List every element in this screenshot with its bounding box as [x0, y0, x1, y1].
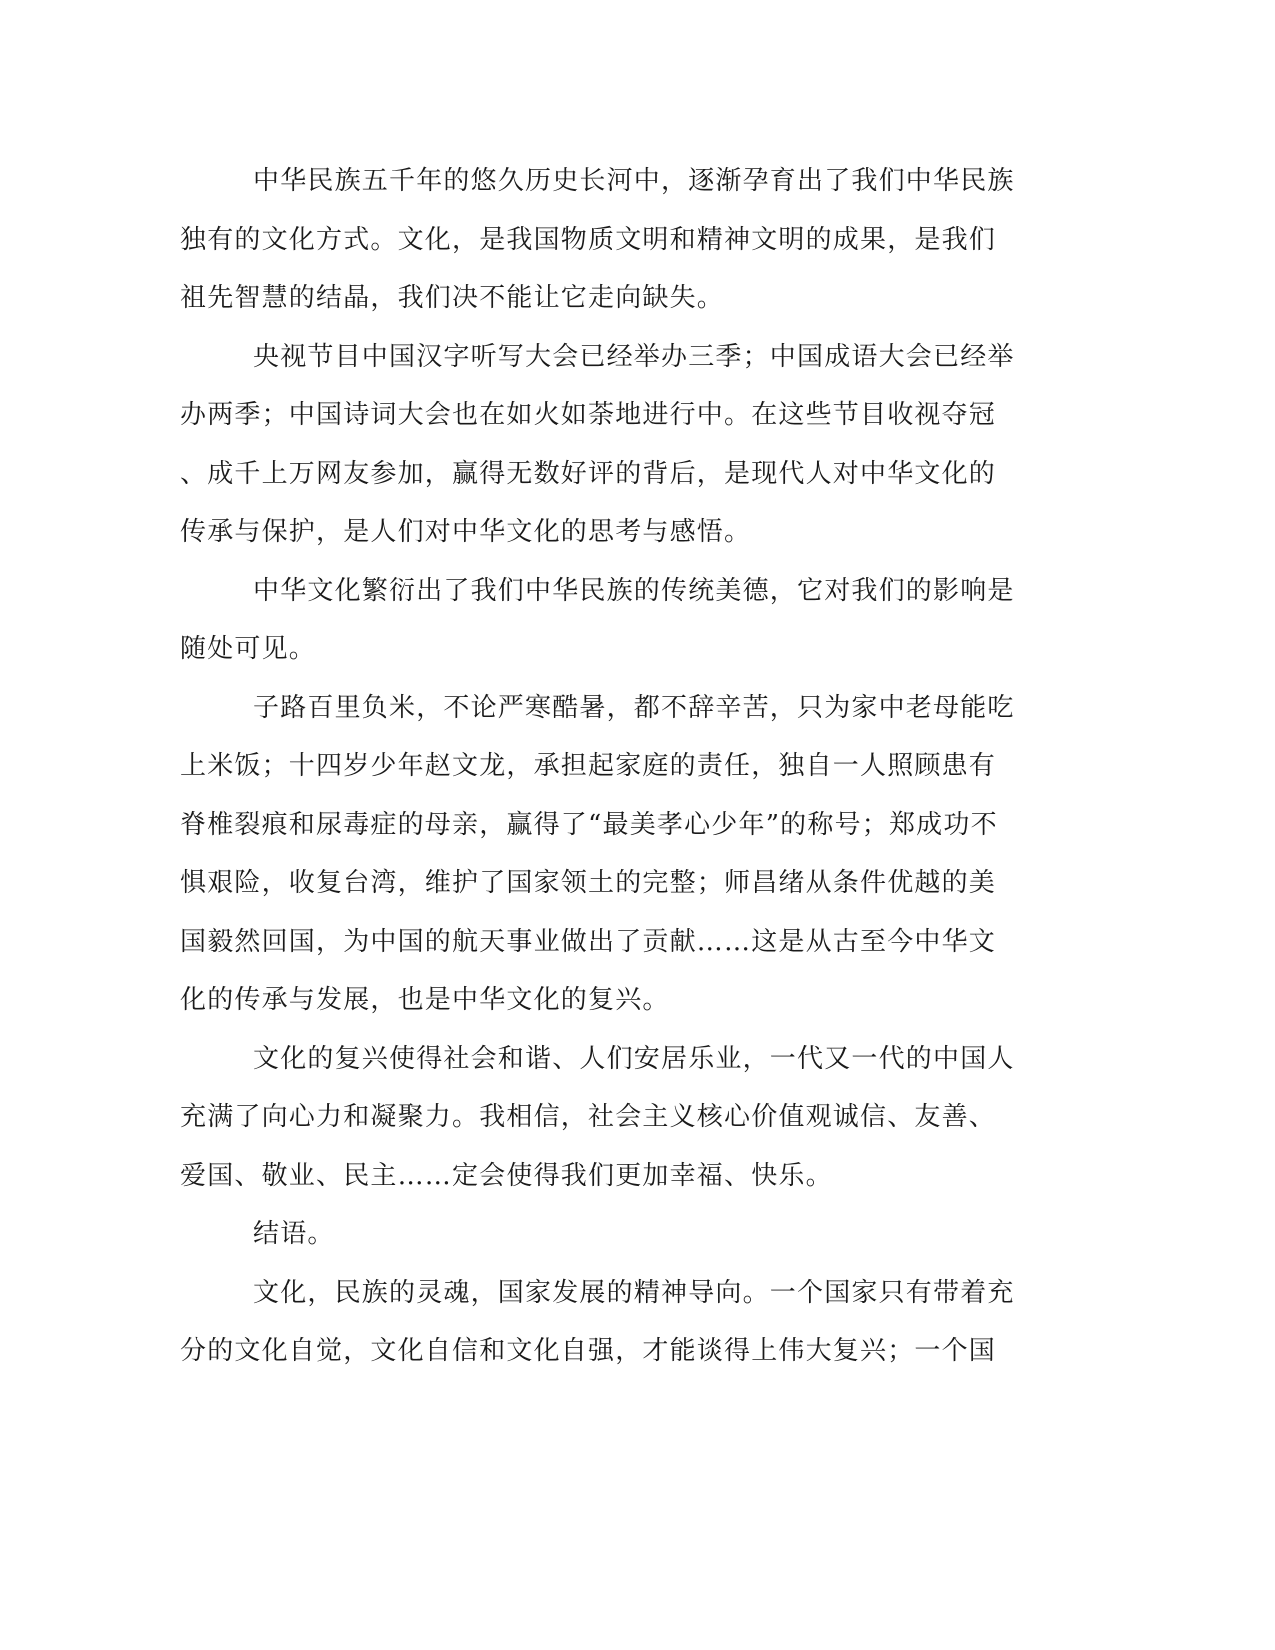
paragraph-5-line-2: 充满了向心力和凝聚力。我相信，社会主义核心价值观诚信、友善、	[180, 1102, 997, 1132]
paragraph-2-line-3: 、成千上万网友参加，赢得无数好评的背后，是现代人对中华文化的	[180, 458, 997, 489]
paragraph-1-line-2: 独有的文化方式。文化，是我国物质文明和精神文明的成果，是我们	[180, 224, 997, 255]
paragraph-2-line-2: 办两季；中国诗词大会也在如火如荼地进行中。在这些节目收视夺冠	[180, 400, 997, 430]
paragraph-5-line-1: 文化的复兴使得社会和谐、人们安居乐业，一代又一代的中国人	[253, 1043, 1015, 1074]
paragraph-4-line-5: 国毅然回国，为中国的航天事业做出了贡献……这是从古至今中华文	[180, 926, 997, 957]
document-body	[180, 152, 1030, 1381]
paragraph-4-line-3: 脊椎裂痕和尿毒症的母亲，赢得了“最美孝心少年”的称号；郑成功不	[180, 809, 998, 840]
paragraph-7-line-2: 分的文化自觉，文化自信和文化自强，才能谈得上伟大复兴；一个国	[180, 1336, 997, 1366]
paragraph-4-line-6: 化的传承与发展，也是中华文化的复兴。	[180, 985, 670, 1015]
paragraph-1-line-3: 祖先智慧的结晶，我们决不能让它走向缺失。	[180, 283, 725, 313]
paragraph-7-line-1: 文化，民族的灵魂，国家发展的精神导向。一个国家只有带着充	[253, 1277, 1015, 1308]
paragraph-3-line-1: 中华文化繁衍出了我们中华民族的传统美德，它对我们的影响是	[253, 575, 1015, 606]
paragraph-4-line-4: 惧艰险，收复台湾，维护了国家领土的完整；师昌绪从条件优越的美	[180, 868, 997, 898]
paragraph-4-line-2: 上米饭；十四岁少年赵文龙，承担起家庭的责任，独自一人照顾患有	[180, 751, 997, 781]
paragraph-1-line-1: 中华民族五千年的悠久历史长河中，逐渐孕育出了我们中华民族	[253, 166, 1015, 196]
paragraph-6-line-1: 结语。	[253, 1219, 335, 1249]
paragraph-4-line-1: 子路百里负米，不论严寒酷暑，都不辞辛苦，只为家中老母能吃	[253, 692, 1015, 723]
paragraph-3-line-2: 随处可见。	[180, 634, 317, 664]
paragraph-5-line-3: 爱国、敬业、民主……定会使得我们更加幸福、快乐。	[180, 1160, 833, 1191]
paragraph-2-line-1: 央视节目中国汉字听写大会已经举办三季；中国成语大会已经举	[253, 341, 1015, 372]
paragraph-2-line-4: 传承与保护，是人们对中华文化的思考与感悟。	[180, 517, 752, 547]
